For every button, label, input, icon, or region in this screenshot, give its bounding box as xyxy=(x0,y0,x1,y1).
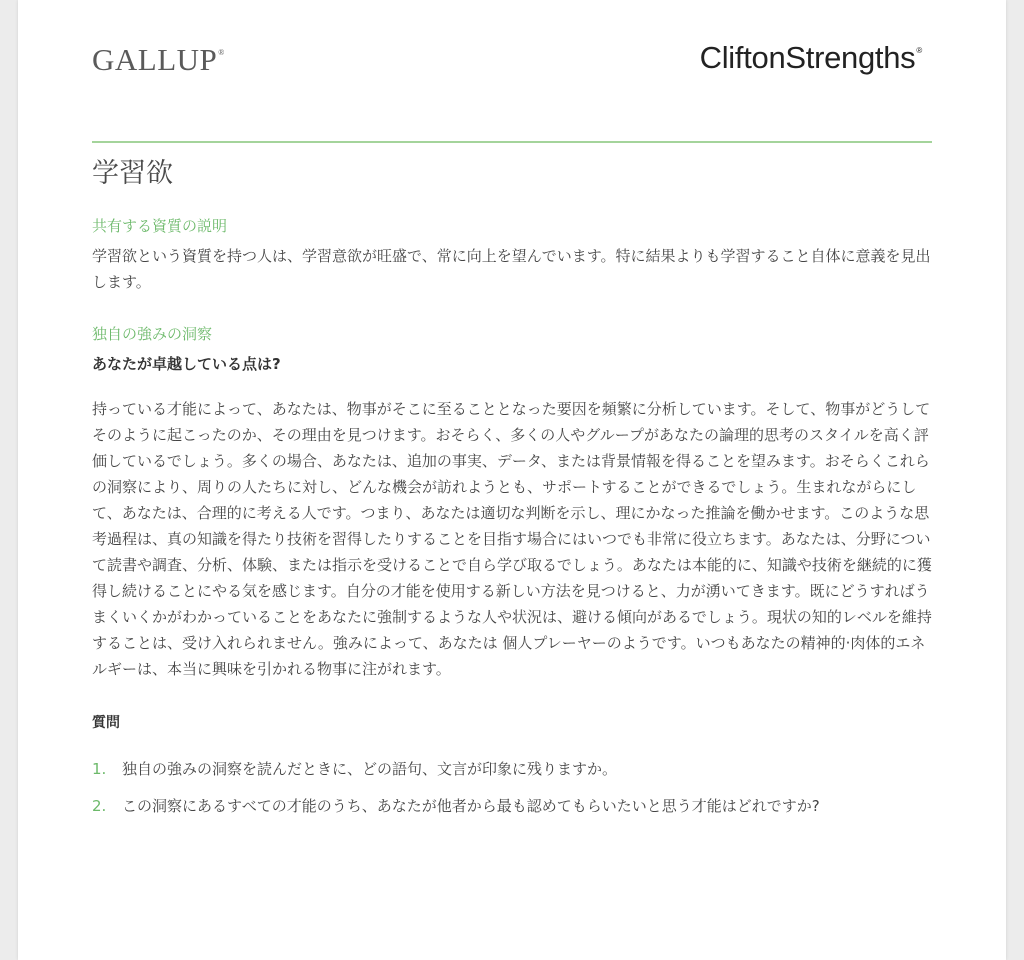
question-number: 2. xyxy=(92,797,107,815)
unique-insights-subheading: あなたが卓越している点は? xyxy=(92,355,281,373)
document-page xyxy=(18,0,1006,960)
unique-insights-heading: 独自の強みの洞察 xyxy=(92,325,213,343)
header-divider xyxy=(92,141,932,143)
question-number: 1. xyxy=(92,760,107,778)
shared-description-text: 学習欲という資質を持つ人は、学習意欲が旺盛で、常に向上を望んでいます。特に結果よりも学習すること自体に意義を見出します。 xyxy=(92,247,931,291)
page-header xyxy=(92,38,932,88)
shared-description-heading: 共有する資質の説明 xyxy=(92,217,228,235)
question-text: この洞察にあるすべての才能のうち、あなたが他者から最も認めてもらいたいと思う才能はどれですか? xyxy=(122,797,820,815)
questions-heading: 質問 xyxy=(92,715,120,731)
theme-section xyxy=(92,154,932,832)
questions-list xyxy=(92,758,932,817)
question-item xyxy=(92,795,932,817)
cliftonstrengths-logo: CliftonStrengths® xyxy=(699,40,922,75)
question-text: 独自の強みの洞察を読んだときに、どの語句、文言が印象に残りますか。 xyxy=(122,760,618,778)
gallup-logo: GALLUP® xyxy=(92,42,225,77)
unique-insights-text: 持っている才能によって、あなたは、物事がそこに至ることとなった要因を頻繁に分析しています。そして、物事がどうしてそのように起こったのか、その理由を見つけます。おそらく、多くの人やグループがあなたの論理的思考のスタイルを高く評価しているでしょう。多くの場合、あなたは、追加の事実、データ、または背景情報を得ることを望みます。おそらくこれらの洞察により、周りの人たちに対し、どんな機会が訪れようとも、サポートすることができるでしょう。生まれながらにして、あなたは、合理的に考える人です。つまり、あなたは適切な判断を示し、理にかなった推論を働かせます。このような思考過程は、真の知識を得たり技術を習得したりすることを目指す場合にはいつでも非常に役立ちます。あなたは、分野について読書や調査、分析、体験、または指示を受けることで自ら学び取るでしょう。あなたは本能的に、知識や技術を継続的に獲得し続けることにやる気を感じます。自分の才能を使用する新しい方法を見つけると、力が湧いてきます。既にどうすればうまくいくかがわかっていることをあなたに強制するような人や状況は、避ける傾向があるでしょう。現状の知的レベルを維持することは、受け入れられません。強みによって、あなたは 個人プレーヤーのようです。いつもあなたの精神的·肉体的エネルギーは、本当に興味を引かれる物事に注がれます。 xyxy=(92,400,932,678)
theme-title: 学習欲 xyxy=(92,158,173,189)
question-item xyxy=(92,758,932,780)
